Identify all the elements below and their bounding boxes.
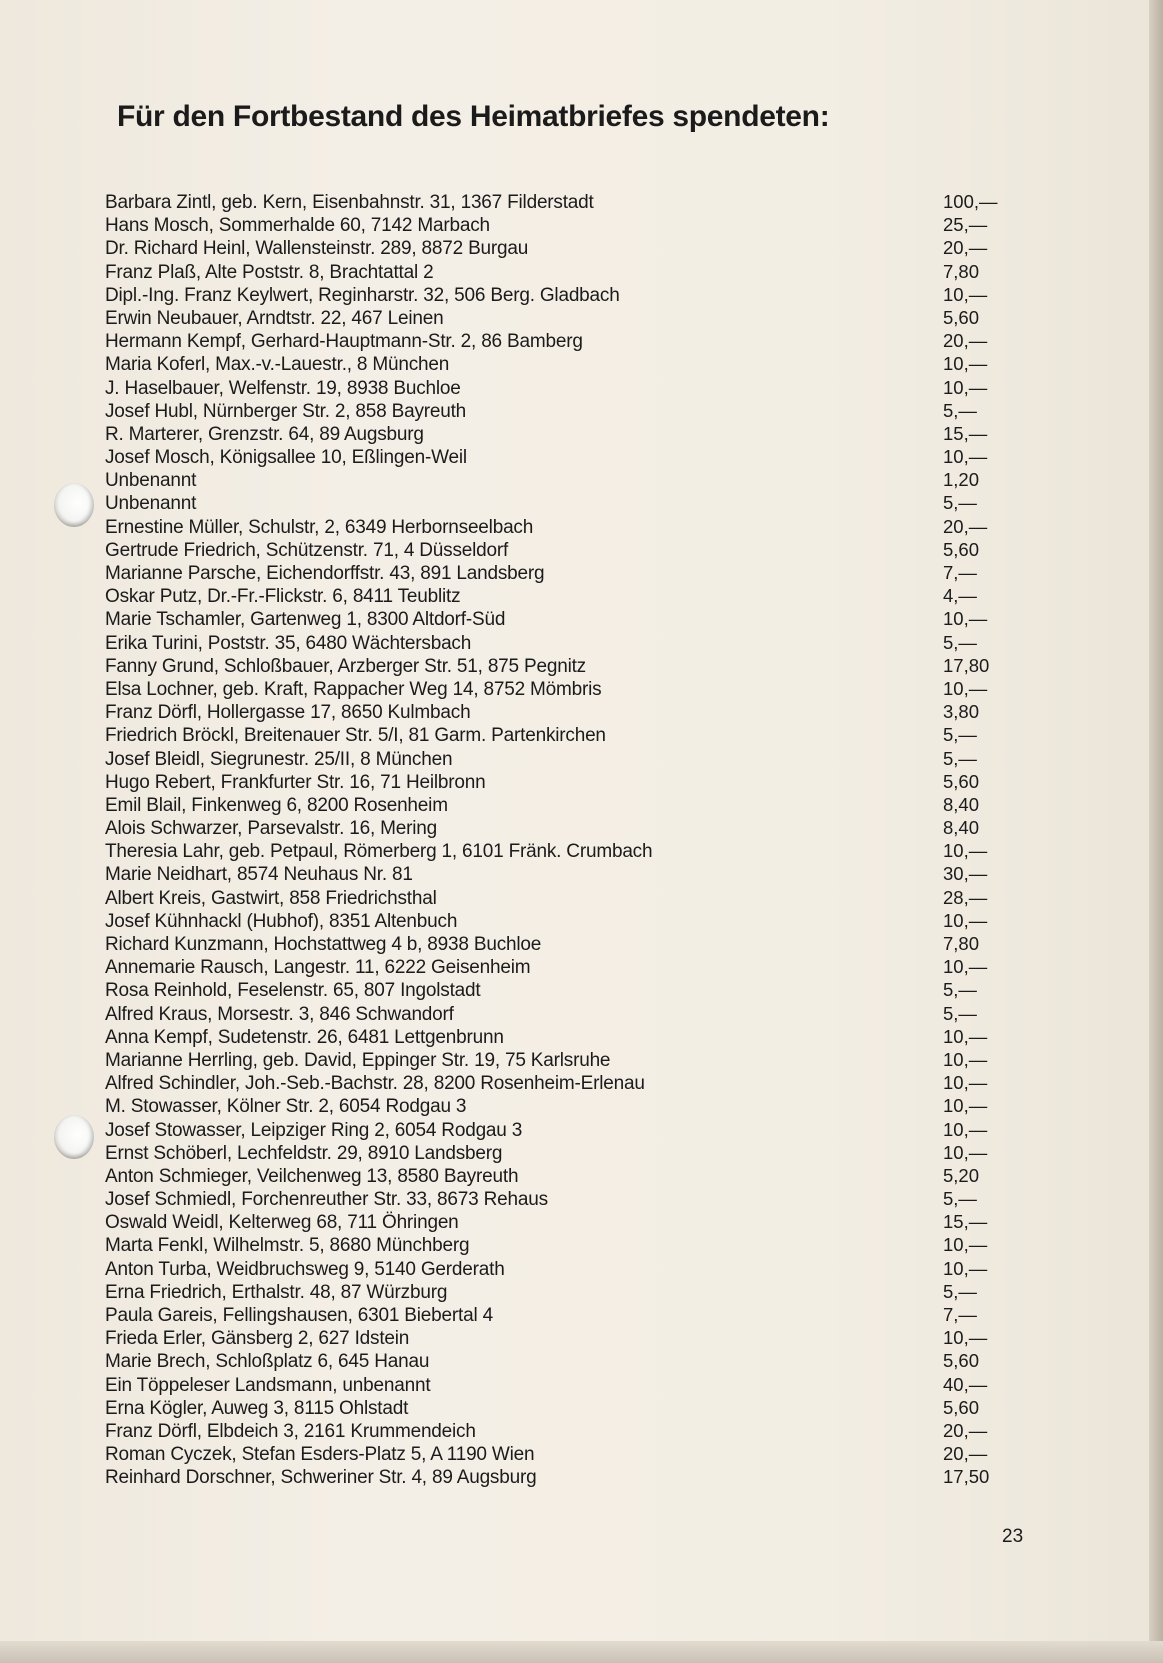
donation-amount: 5,— [943, 979, 977, 1001]
donor-name: Marie Neidhart, 8574 Neuhaus Nr. 81 [105, 864, 413, 886]
donor-row [105, 886, 1035, 909]
donor-row [105, 468, 1035, 491]
donation-amount: 10,— [943, 1095, 988, 1117]
donation-amount: 5,— [943, 399, 977, 421]
donation-amount: 10,— [943, 1257, 988, 1279]
donor-row [105, 445, 1035, 468]
donor-row [105, 1118, 1035, 1141]
donation-amount: 20,— [943, 515, 988, 537]
donor-name: Albert Kreis, Gastwirt, 858 Friedrichsthal [105, 887, 437, 909]
donor-name: Unbenannt [105, 493, 197, 515]
donor-name: Marie Tschamler, Gartenweg 1, 8300 Altdorf-Süd [105, 609, 506, 631]
donor-name: Alois Schwarzer, Parsevalstr. 16, Mering [105, 818, 438, 840]
donor-row [105, 1349, 1035, 1372]
donation-amount: 7,— [943, 1304, 977, 1325]
donor-name: Franz Dörfl, Hollergasse 17, 8650 Kulmbach [105, 702, 471, 724]
donor-name: Oswald Weidl, Kelterweg 68, 711 Öhringen [105, 1212, 459, 1234]
donor-row [105, 1002, 1035, 1025]
donor-row [105, 306, 1035, 329]
donation-amount: 5,— [943, 747, 977, 769]
donation-amount: 8,40 [943, 817, 980, 839]
donor-row [105, 700, 1035, 723]
donation-amount: 3,80 [943, 701, 980, 723]
donor-name: Erika Turini, Poststr. 35, 6480 Wächtersbach [105, 632, 472, 654]
donor-name: Frieda Erler, Gänsberg 2, 627 Idstein [105, 1328, 410, 1350]
donor-name: Dipl.-Ing. Franz Keylwert, Reginharstr. 32, 506 Berg. Gladbach [105, 284, 620, 306]
donation-amount: 10,— [943, 1234, 988, 1256]
donation-amount: 10,— [943, 608, 988, 630]
donor-name: Franz Plaß, Alte Poststr. 8, Brachtattal 2 [105, 261, 434, 283]
donor-row [105, 816, 1035, 839]
page-number: 23 [1002, 1526, 1024, 1547]
donor-row [105, 283, 1035, 306]
donation-amount: 4,— [943, 585, 977, 607]
donor-row [105, 213, 1035, 236]
donor-name: Paula Gareis, Fellingshausen, 6301 Biebertal 4 [105, 1305, 493, 1326]
donor-name: Anton Turba, Weidbruchsweg 9, 5140 Gerderath [105, 1258, 505, 1280]
donor-name: Gertrude Friedrich, Schützenstr. 71, 4 Düsseldorf [105, 539, 509, 561]
donor-name: Josef Mosch, Königsallee 10, Eßlingen-Weil [105, 447, 467, 469]
donor-name: Barbara Zintl, geb. Kern, Eisenbahnstr. 31, 1367 Filderstadt [105, 192, 594, 213]
donation-amount: 28,— [943, 886, 988, 908]
donor-name: Oskar Putz, Dr.-Fr.-Flickstr. 6, 8411 Teublitz [105, 586, 461, 608]
donor-name: Richard Kunzmann, Hochstattweg 4 b, 8938 Buchloe [105, 934, 542, 955]
donor-row [105, 793, 1035, 816]
page-bottom-edge [0, 1641, 1163, 1663]
donation-amount: 5,— [943, 1280, 977, 1302]
donor-name: Reinhard Dorschner, Schweriner Str. 4, 89 Augsburg [105, 1467, 537, 1489]
donation-amount: 25,— [943, 214, 988, 236]
donation-amount: 5,60 [943, 1396, 980, 1418]
donor-row [105, 1210, 1035, 1233]
donation-amount: 5,— [943, 631, 977, 653]
donor-name: Ernestine Müller, Schulstr, 2, 6349 Herbornseelbach [105, 516, 534, 538]
donation-amount: 10,— [943, 376, 988, 398]
donor-row [105, 1094, 1035, 1117]
donor-row [105, 770, 1035, 793]
donor-row [105, 538, 1035, 561]
donor-name: Erwin Neubauer, Arndtstr. 22, 467 Leinen [105, 307, 444, 329]
donor-name: Roman Cyczek, Stefan Esders-Platz 5, A 1190 Wien [105, 1444, 535, 1466]
donor-name: Franz Dörfl, Elbdeich 3, 2161 Krummendeich [105, 1420, 476, 1442]
donation-amount: 10,— [943, 956, 988, 978]
donor-row [105, 1233, 1035, 1256]
donation-amount: 7,80 [943, 260, 980, 282]
donor-name: Emil Blail, Finkenweg 6, 8200 Rosenheim [105, 794, 448, 816]
donor-row [105, 747, 1035, 770]
donation-amount: 20,— [943, 330, 988, 352]
donor-row [105, 491, 1035, 514]
donor-row [105, 1187, 1035, 1210]
donor-row [105, 1396, 1035, 1419]
donor-row [105, 1071, 1035, 1094]
donor-row [105, 329, 1035, 352]
donor-row [105, 654, 1035, 677]
donor-row [105, 376, 1035, 399]
donor-name: Ein Töppeleser Landsmann, unbenannt [105, 1374, 431, 1396]
donor-name: Marianne Parsche, Eichendorffstr. 43, 891 Landsberg [105, 563, 545, 584]
donor-row [105, 862, 1035, 885]
donor-name: Dr. Richard Heinl, Wallensteinstr. 289, 8872 Burgau [105, 238, 529, 260]
donation-amount: 5,— [943, 724, 977, 746]
donor-row [105, 1442, 1035, 1465]
donor-name: Josef Schmiedl, Forchenreuther Str. 33, 8673 Rehaus [105, 1189, 548, 1211]
donor-row [105, 1048, 1035, 1071]
donor-name: Theresia Lahr, geb. Petpaul, Römerberg 1, 6101 Fränk. Crumbach [105, 841, 653, 863]
donor-row [105, 1419, 1035, 1442]
donor-name: J. Haselbauer, Welfenstr. 19, 8938 Buchloe [105, 377, 461, 399]
donor-name: Maria Koferl, Max.-v.-Lauestr., 8 München [105, 354, 450, 376]
donor-name: Annemarie Rausch, Langestr. 11, 6222 Geisenheim [105, 957, 531, 979]
donation-amount: 40,— [943, 1373, 988, 1395]
donation-amount: 10,— [943, 353, 988, 375]
donor-name: Erna Kögler, Auweg 3, 8115 Ohlstadt [105, 1397, 409, 1419]
donation-amount: 5,60 [943, 538, 980, 560]
donation-amount: 5,60 [943, 306, 980, 328]
donor-name: Friedrich Bröckl, Breitenauer Str. 5/I, 81 Garm. Partenkirchen [105, 725, 606, 747]
donor-name: R. Marterer, Grenzstr. 64, 89 Augsburg [105, 423, 424, 445]
donation-amount: 7,80 [943, 933, 980, 954]
donor-row [105, 561, 1035, 584]
donor-name: Marianne Herrling, geb. David, Eppinger Str. 19, 75 Karlsruhe [105, 1049, 611, 1071]
donor-row [105, 1326, 1035, 1349]
donation-amount: 100,— [943, 191, 998, 212]
donor-row [105, 607, 1035, 630]
donor-name: Hermann Kempf, Gerhard-Hauptmann-Str. 2, 86 Bamberg [105, 331, 583, 353]
donation-amount: 20,— [943, 1443, 988, 1465]
donor-name: Erna Friedrich, Erthalstr. 48, 87 Würzburg [105, 1281, 448, 1303]
donor-row [105, 932, 1035, 955]
donor-name: Rosa Reinhold, Feselenstr. 65, 807 Ingolstadt [105, 980, 481, 1002]
donor-row [105, 978, 1035, 1001]
donation-amount: 10,— [943, 840, 988, 862]
donor-name: Josef Hubl, Nürnberger Str. 2, 858 Bayreuth [105, 400, 467, 422]
donor-row [105, 260, 1035, 283]
donation-amount: 10,— [943, 1327, 988, 1349]
donor-name: Ernst Schöberl, Lechfeldstr. 29, 8910 Landsberg [105, 1142, 503, 1164]
donor-name: Marta Fenkl, Wilhelmstr. 5, 8680 Münchberg [105, 1235, 470, 1257]
donor-row [105, 236, 1035, 259]
donor-row [105, 422, 1035, 445]
donor-row [105, 584, 1035, 607]
donor-row [105, 677, 1035, 700]
donor-row [105, 1303, 1035, 1326]
donation-amount: 15,— [943, 422, 988, 444]
page-title: Für den Fortbestand des Heimatbriefes spendeten: [117, 100, 830, 133]
donation-amount: 20,— [943, 1419, 988, 1441]
donation-amount: 10,— [943, 1048, 988, 1070]
donor-name: Alfred Schindler, Joh.-Seb.-Bachstr. 28, 8200 Rosenheim-Erlenau [105, 1073, 645, 1095]
donor-row [105, 839, 1035, 862]
donor-row [105, 1141, 1035, 1164]
donation-amount: 10,— [943, 677, 988, 699]
donation-amount: 10,— [943, 1118, 988, 1140]
donor-name: Josef Kühnhackl (Hubhof), 8351 Altenbuch [105, 910, 458, 932]
donation-amount: 5,— [943, 1002, 977, 1024]
donor-name: Elsa Lochner, geb. Kraft, Rappacher Weg 14, 8752 Mömbris [105, 678, 602, 700]
donation-amount: 5,60 [943, 770, 980, 792]
donor-row [105, 909, 1035, 932]
donation-amount: 10,— [943, 1141, 988, 1163]
donor-row [105, 352, 1035, 375]
donor-name: Fanny Grund, Schloßbauer, Arzberger Str. 51, 875 Pegnitz [105, 655, 586, 677]
donation-amount: 10,— [943, 1025, 988, 1047]
page-edge-shadow [1149, 0, 1163, 1663]
donation-amount: 17,50 [943, 1466, 990, 1488]
donor-row [105, 190, 1035, 213]
donation-amount: 8,40 [943, 793, 980, 815]
donor-row [105, 1280, 1035, 1303]
donor-row [105, 955, 1035, 978]
donation-amount: 30,— [943, 863, 988, 885]
donor-row [105, 1373, 1035, 1396]
donor-row [105, 631, 1035, 654]
donation-amount: 5,— [943, 1188, 977, 1210]
punch-hole [54, 1115, 94, 1159]
donation-amount: 5,20 [943, 1164, 980, 1186]
donor-name: Anton Schmieger, Veilchenweg 13, 8580 Bayreuth [105, 1165, 519, 1187]
donor-row [105, 1257, 1035, 1280]
donor-name: Unbenannt [105, 470, 197, 492]
donor-name: Josef Bleidl, Siegrunestr. 25/II, 8 München [105, 748, 453, 770]
donation-amount: 7,— [943, 562, 977, 583]
donation-amount: 10,— [943, 283, 988, 305]
donor-name: Hans Mosch, Sommerhalde 60, 7142 Marbach [105, 215, 490, 237]
donation-amount: 10,— [943, 909, 988, 931]
donation-amount: 5,60 [943, 1350, 980, 1372]
donation-amount: 10,— [943, 1072, 988, 1094]
donor-row [105, 399, 1035, 422]
donor-list [105, 190, 1035, 1489]
donor-name: M. Stowasser, Kölner Str. 2, 6054 Rodgau 3 [105, 1096, 467, 1118]
donation-amount: 5,— [943, 492, 977, 514]
donation-amount: 17,80 [943, 654, 990, 676]
donation-amount: 20,— [943, 237, 988, 259]
donation-amount: 15,— [943, 1211, 988, 1233]
donor-name: Josef Stowasser, Leipziger Ring 2, 6054 Rodgau 3 [105, 1119, 523, 1141]
donor-row [105, 1025, 1035, 1048]
donor-name: Hugo Rebert, Frankfurter Str. 16, 71 Heilbronn [105, 771, 486, 793]
donor-row [105, 515, 1035, 538]
donation-amount: 1,20 [943, 469, 980, 491]
punch-hole [54, 483, 94, 527]
donor-row [105, 1164, 1035, 1187]
donor-row [105, 723, 1035, 746]
donor-name: Anna Kempf, Sudetenstr. 26, 6481 Lettgenbrunn [105, 1026, 504, 1048]
donor-name: Marie Brech, Schloßplatz 6, 645 Hanau [105, 1351, 430, 1373]
donation-amount: 10,— [943, 446, 988, 468]
donor-name: Alfred Kraus, Morsestr. 3, 846 Schwandorf [105, 1003, 454, 1025]
donor-row [105, 1465, 1035, 1488]
